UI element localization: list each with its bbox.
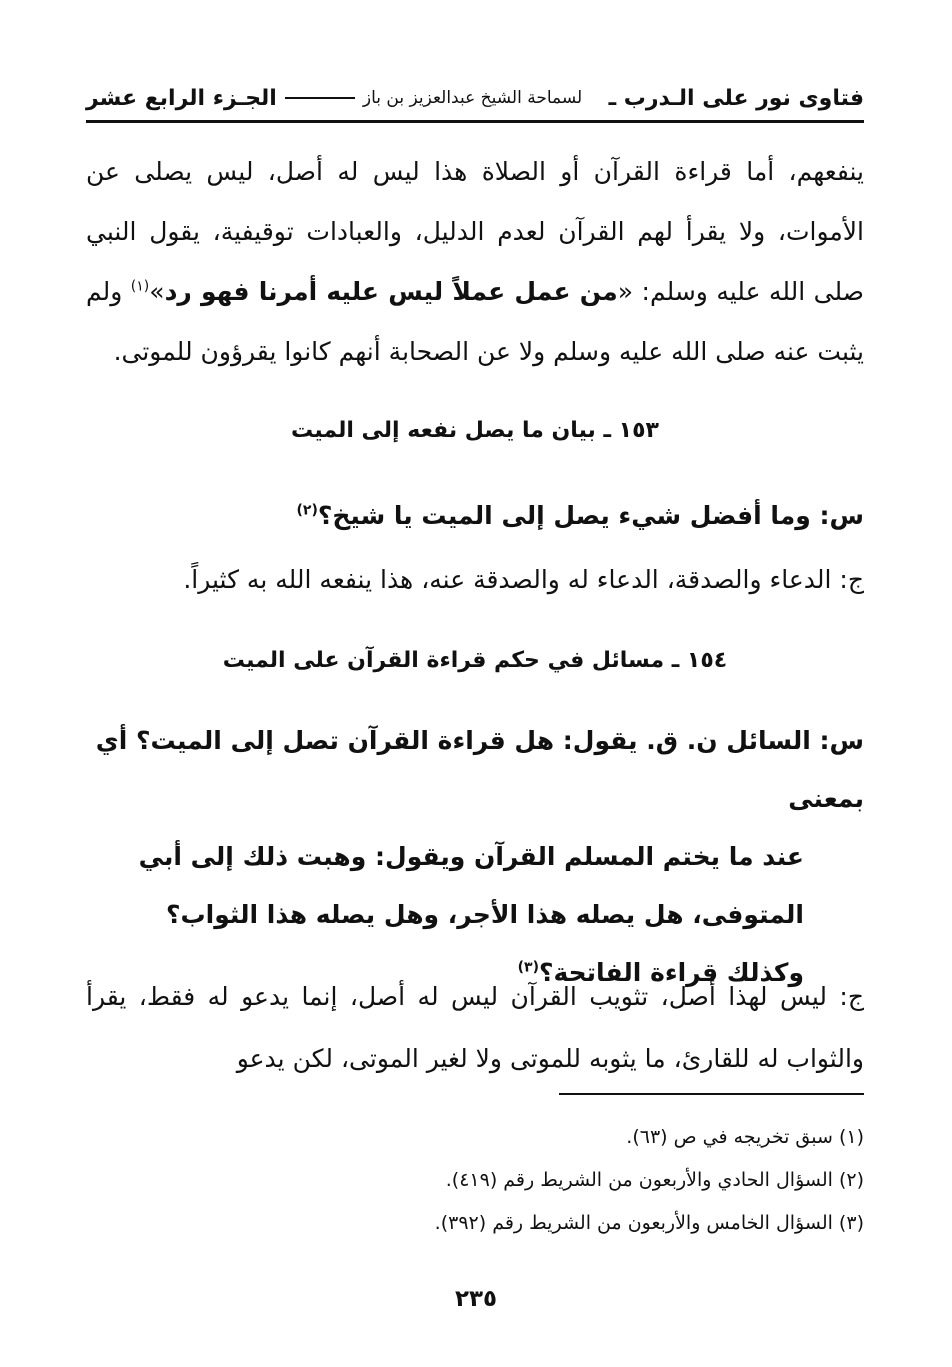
running-header [86, 76, 864, 123]
answer-153: ج: الدعاء والصدقة، الدعاء له والصدقة عنه، هذا ينفعه الله به كثيراً. [183, 565, 864, 594]
page-number: ٢٣٥ [454, 1286, 498, 1312]
footnote-3: (٣) السؤال الخامس والأربعون من الشريط رقم (٣٩٢). [434, 1212, 864, 1234]
question-rest-text: عند ما يختم المسلم القرآن ويقول: وهبت ذلك إلى أبي المتوفى، هل يصله هذا الأجر، وهل يصله هذا الثواب؟ وكذلك قراءة الفاتحة؟ [138, 842, 804, 987]
intro-text-after: ولم يثبت عنه صلى الله عليه وسلم ولا عن الصحابة أنهم كانوا يقرؤون للموتى. [86, 277, 864, 366]
hadith-quote: من عمل عملاً ليس عليه أمرنا فهو رد [164, 277, 618, 306]
author-name: لسماحة الشيخ عبدالعزيز بن باز [362, 88, 583, 108]
footnote-ref-3: (٣) [517, 959, 539, 976]
footnote-separator [559, 1093, 864, 1095]
section-heading-153: ١٥٣ ـ بيان ما يصل نفعه إلى الميت [291, 418, 659, 443]
question-153 [86, 488, 864, 544]
footnote-1: (١) سبق تخريجه في ص (٦٣). [626, 1126, 864, 1148]
footnote-ref-2: (٢) [296, 502, 318, 519]
intro-paragraph [86, 142, 864, 382]
intro-text-before: ينفعهم، أما قراءة القرآن أو الصلاة هذا ليس له أصل، ليس يصلى عن الأموات، ولا يقرأ لهم القرآن لعدم الدليل، والعبادات توقيفية، يقول النبي صلى الله عليه وسلم: « [86, 157, 864, 306]
header-rule [285, 97, 355, 99]
footnotes [86, 1116, 864, 1245]
book-title: فتاوى نور على الـدرب ـ [608, 85, 864, 111]
volume-label: الجـزء الرابع عشر [86, 85, 277, 111]
header-left [86, 86, 582, 111]
footnote-2: (٢) السؤال الحادي والأربعون من الشريط رقم (٤١٩). [445, 1169, 864, 1191]
footnote-ref-1: (١) [130, 278, 150, 295]
answer-154: ج: ليس لهذا أصل، تثويب القرآن ليس له أصل، إنما يدعو له فقط، يقرأ والثواب له للقارئ، ما يثوبه للموتى ولا لغير الموتى، لكن يدعو [86, 982, 864, 1073]
section-heading-154: ١٥٤ ـ مسائل في حكم قراءة القرآن على الميت [222, 648, 728, 673]
question-154 [86, 712, 864, 1002]
quote-close: » [149, 277, 165, 306]
question-line-1: س: السائل ن. ق. يقول: هل قراءة القرآن تصل إلى الميت؟ أي بمعنى [95, 726, 864, 813]
question-text: س: وما أفضل شيء يصل إلى الميت يا شيخ؟ [317, 501, 864, 530]
